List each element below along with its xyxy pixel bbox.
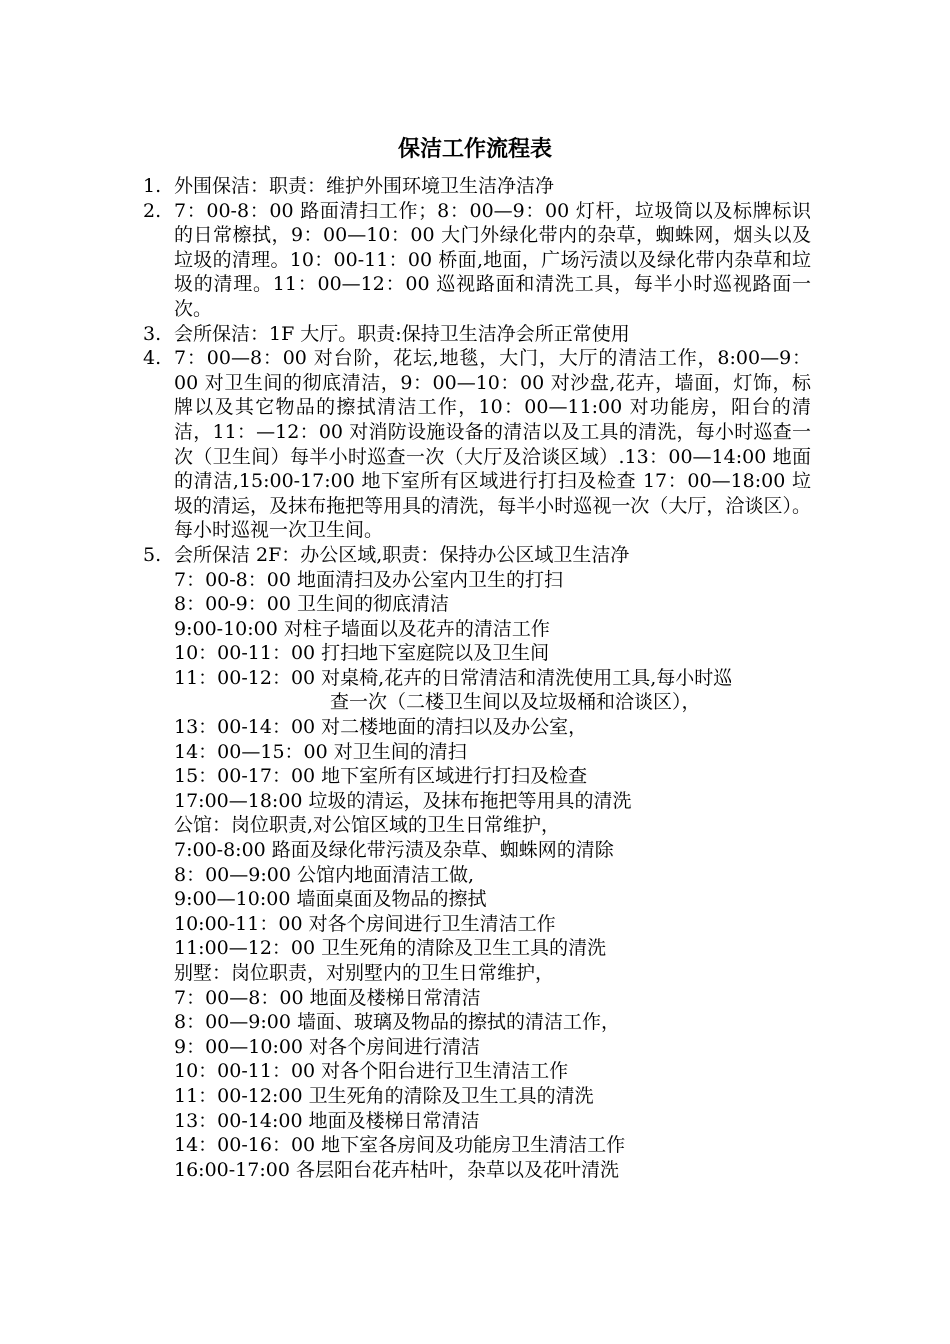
schedule-line: 7：00-8：00 地面清扫及办公室内卫生的打扫: [174, 568, 563, 591]
list-item: [143, 199, 811, 322]
schedule-line: 15：00-17：00 地下室所有区域进行打扫及检查: [174, 765, 588, 788]
schedule-line: 10：00-11：00 对各个阳台进行卫生清洁工作: [174, 1060, 569, 1083]
list-item-text: 7：00-8：00 路面清扫工作；8：00—9：00 灯杆，垃圾筒以及标牌标识的日常檫拭，9：00—10：00 大门外绿化带内的杂草，蜘蛛网，烟头以及垃圾的清理。10：00-11：00 桥面,地面，广场污渍以及绿化带内杂草和垃圾的清理。11：00—12：00 巡视路面和清洗工具，每半小时巡视路面一次。: [174, 199, 811, 320]
list-number: 5.: [143, 543, 162, 566]
schedule-line: 10：00-11：00 打扫地下室庭院以及卫生间: [174, 642, 550, 665]
schedule-line: 9：00—10:00 对各个房间进行清洁: [174, 1035, 481, 1058]
schedule-line: 14：00—15：00 对卫生间的清扫: [174, 740, 467, 763]
schedule-line: 9:00—10:00 墙面桌面及物品的擦拭: [174, 888, 487, 911]
list-item: [143, 543, 811, 568]
schedule-line: 7:00-8:00 路面及绿化带污渍及杂草、蜘蛛网的清除: [174, 839, 614, 862]
schedule-line: 13：00-14:00 地面及楼梯日常清洁: [174, 1109, 480, 1132]
schedule-line: 14：00-16：00 地下室各房间及功能房卫生清洁工作: [174, 1134, 626, 1157]
list-item: [143, 322, 811, 347]
schedule-line: 16:00-17:00 各层阳台花卉枯叶，杂草以及花叶清洗: [174, 1158, 619, 1181]
page-title: 保洁工作流程表: [397, 136, 552, 162]
section-heading-line: 别墅：岗位职责，对别墅内的卫生日常维护，: [174, 962, 555, 984]
schedule-line: 8：00—9:00 墙面、玻璃及物品的擦拭的清洁工作，: [174, 1011, 620, 1034]
document-body: [143, 174, 811, 1182]
schedule-line: 11：00-12:00 卫生死角的清除及卫生工具的清洗: [174, 1084, 594, 1107]
list-number: 4.: [143, 347, 162, 370]
list-number: 1.: [143, 175, 162, 197]
list-item-text: 外围保洁：职责：维护外围环境卫生洁净洁净: [174, 175, 555, 197]
schedule-line: 8：00-9：00 卫生间的彻底清洁: [174, 593, 449, 616]
schedule-line: 9:00-10:00 对柱子墙面以及花卉的清洁工作: [174, 617, 550, 640]
list-item-text: 会所保洁：1F 大厅。职责:保持卫生洁净会所正常使用: [174, 322, 630, 345]
list-item: [143, 346, 811, 543]
list-item: [143, 174, 811, 199]
schedule-line-continuation: 查一次（二楼卫生间以及垃圾桶和洽谈区），: [330, 691, 701, 714]
schedule-line: 13：00-14：00 对二楼地面的清扫以及办公室，: [174, 716, 588, 739]
schedule-line: 11:00—12：00 卫生死角的清除及卫生工具的清洗: [174, 937, 607, 960]
list-number: 3.: [143, 322, 162, 345]
list-item-text: 会所保洁 2F：办公区域,职责：保持办公区域卫生洁净: [174, 543, 630, 566]
schedule-line: 8：00—9:00 公馆内地面清洁工做,: [174, 863, 475, 886]
schedule-line-first: 11：00-12：00 对桌椅,花卉的日常清洁和清洗使用工具,每小时巡: [174, 666, 733, 689]
schedule-line: 10:00-11：00 对各个房间进行卫生清洁工作: [174, 912, 556, 935]
list-number: 2.: [143, 199, 162, 222]
list-item-text: 7：00—8：00 对台阶，花坛,地毯，大门，大厅的清洁工作，8:00—9：00 对卫生间的彻底清洁，9：00—10：00 对沙盘,花卉，墙面，灯饰，标牌以及其它物品的擦拭清洁工作，10：00—11:00 对功能房，阳台的清洁，11：—12：00 对消防设施设备的清洁以及工具的清洗，每小时巡查一次（卫生间）每半小时巡查一次（大厅及洽谈区域）.13：00—14:00 地面的清洁,15:00-17:00 地下室所有区域进行打扫及检查 17：00—18:00 垃圾的清运，及抹布拖把等用具的清洗，每半小时巡视一次（大厅，洽谈区）。每小时巡视一次卫生间。: [174, 347, 811, 542]
schedule-line: 7：00—8：00 地面及楼梯日常清洁: [174, 986, 481, 1009]
schedule-line: 17:00—18:00 垃圾的清运，及抹布拖把等用具的清洗: [174, 789, 632, 812]
section-heading-line: 公馆：岗位职责,对公馆区域的卫生日常维护，: [174, 814, 561, 837]
schedule-line-wrapped: [143, 666, 811, 715]
